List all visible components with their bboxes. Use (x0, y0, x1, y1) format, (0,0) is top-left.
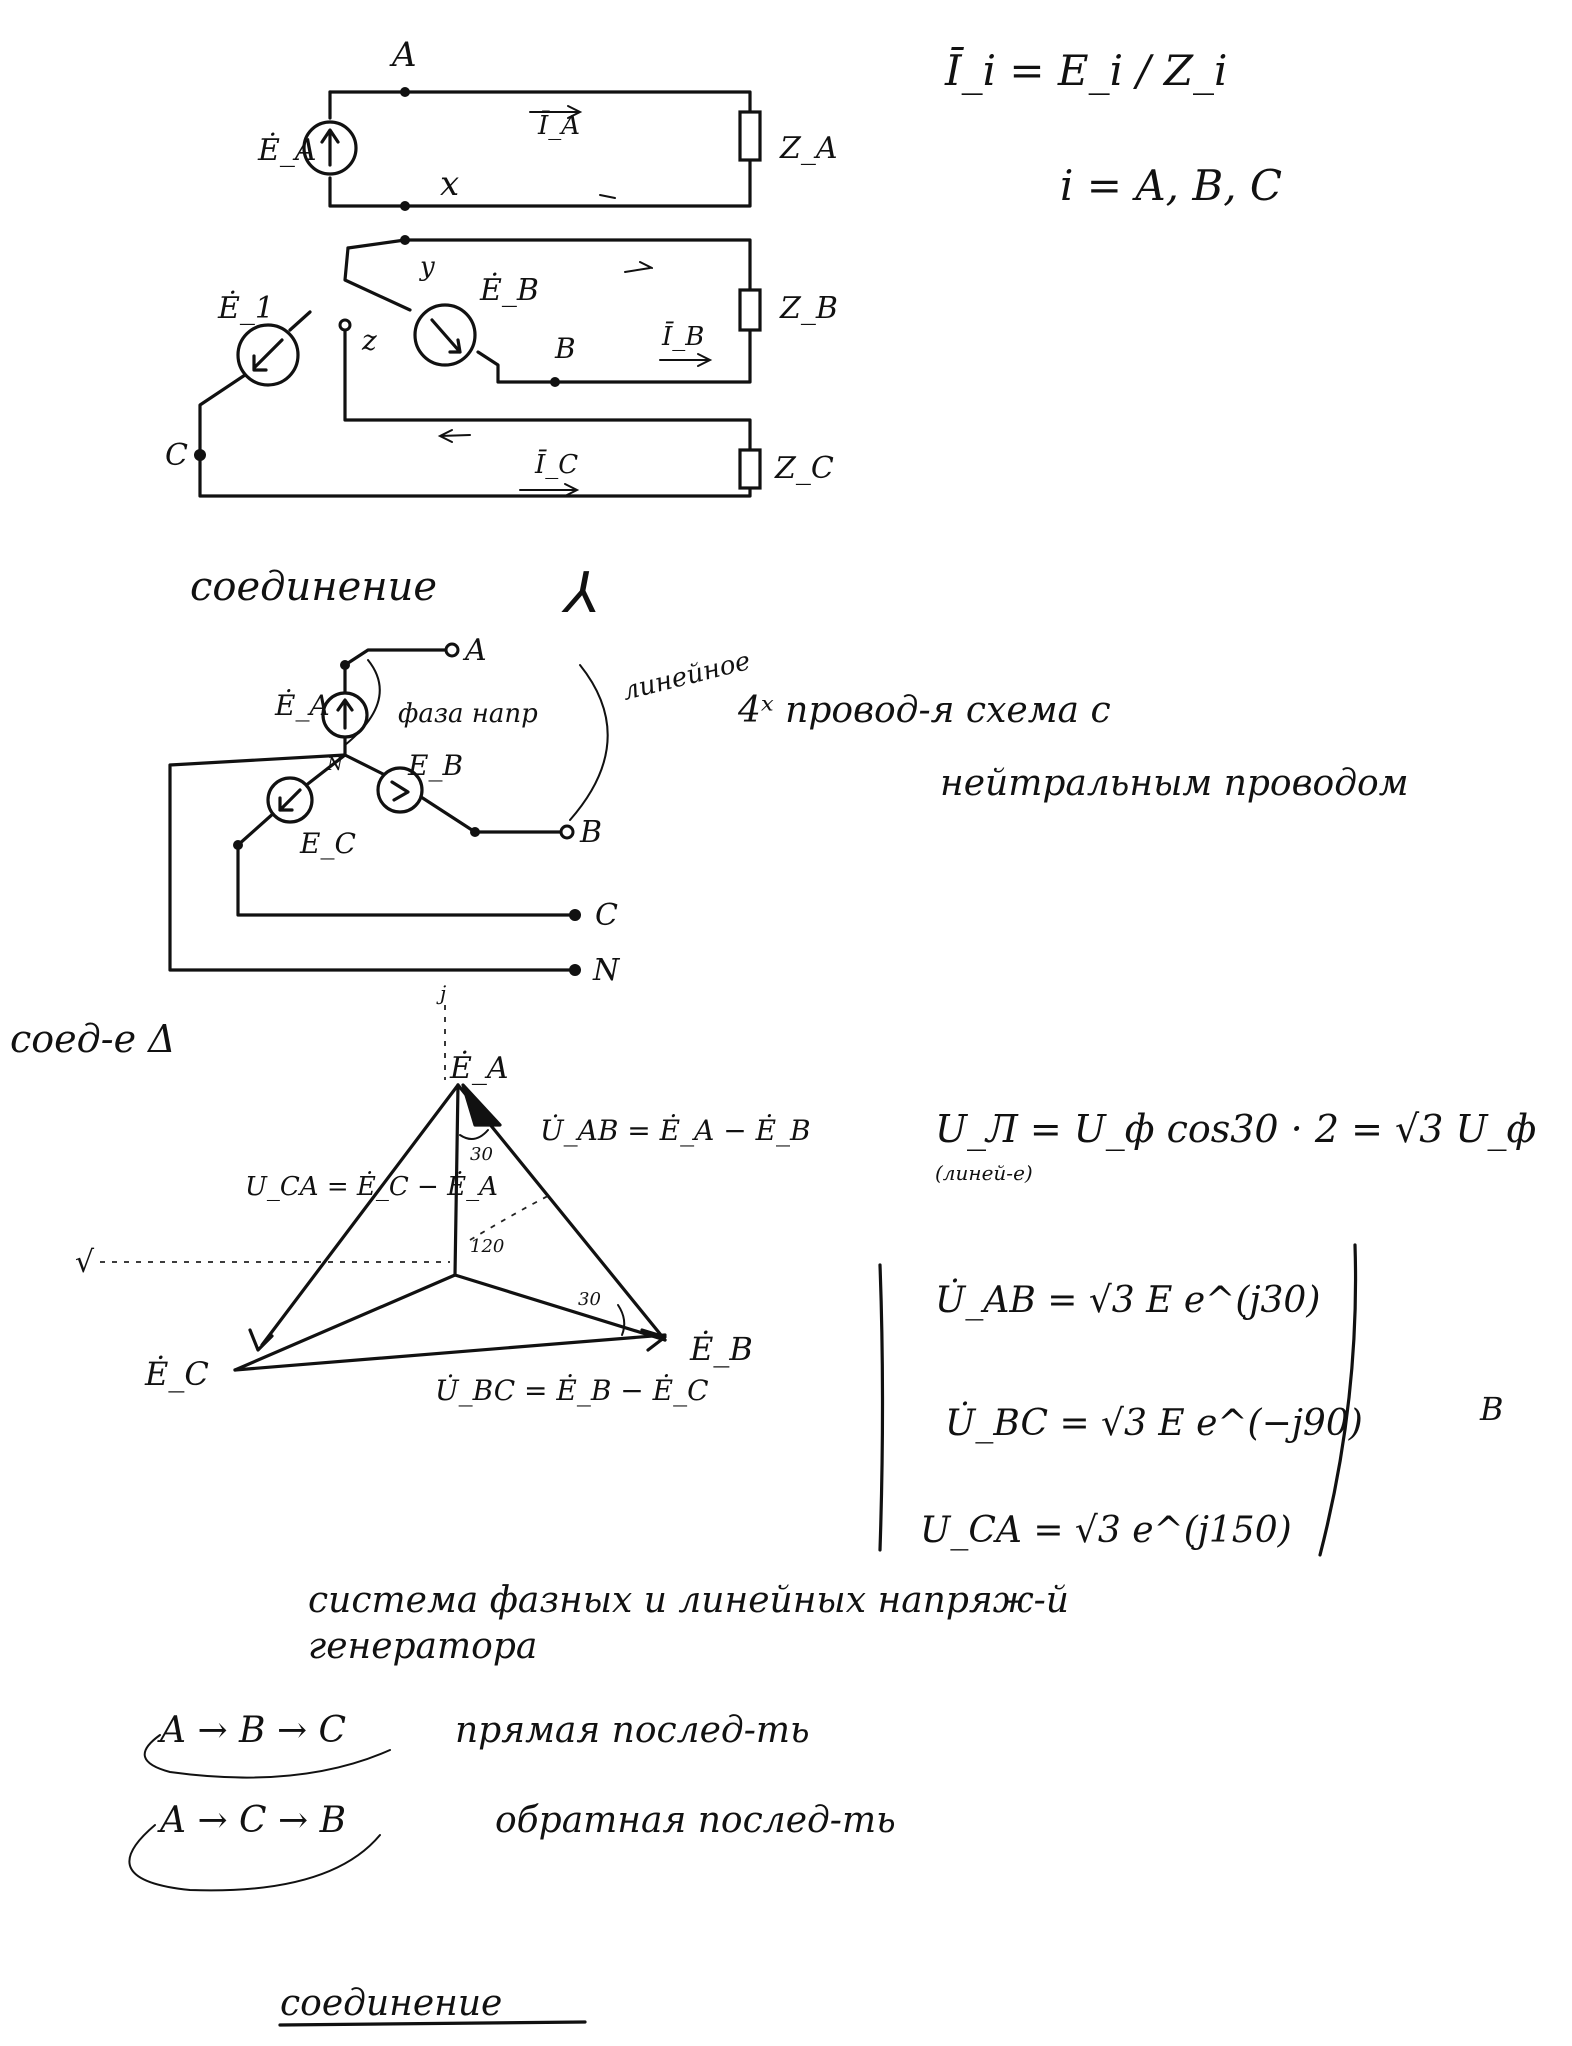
load-zc-symbol (740, 450, 760, 488)
star-label-phase-voltage: фаза напр (398, 699, 538, 729)
node-b (550, 377, 560, 387)
vector-ubc (235, 1335, 665, 1370)
return-a-arrow-icon (600, 195, 615, 198)
eq-unit: В (1480, 1390, 1504, 1428)
star-note-line1: 4ˣ провод-я схема с (738, 690, 1111, 731)
delta-label-uab: U̇_AB = Ė_A − Ė_B (540, 1114, 811, 1147)
bottom-notes (129, 1580, 1069, 2025)
wire-a-return (330, 160, 750, 206)
star-label-ec: E_C (300, 827, 356, 860)
terminal-b-label: B (580, 815, 603, 850)
node-a (400, 87, 410, 97)
star-note-line2: нейтральным проводом (940, 763, 1409, 804)
label-za: Z_A (780, 131, 838, 166)
delta-vector-diagram (10, 981, 811, 1407)
node-z (340, 320, 350, 330)
wire-c-left (200, 375, 245, 455)
label-b: B (555, 332, 576, 365)
node-x (400, 201, 410, 211)
note-final-heading: соединение (280, 1983, 503, 2024)
note-forward-seq: A → B → C (160, 1710, 347, 1751)
node-y (400, 235, 410, 245)
star-symbol: ⅄ (565, 561, 600, 626)
terminal-n-label: N (593, 953, 620, 988)
vector-uca-arrowhead (250, 1330, 272, 1350)
delta-angle-30-right: 30 (578, 1289, 601, 1310)
line-voltage-arc (570, 665, 608, 820)
eq-uab: U̇_AB = √3 E e^(j30) (935, 1280, 1321, 1321)
star-label-eb: E_B (408, 749, 464, 782)
eq-linear-note: (линей-е) (935, 1161, 1033, 1185)
terminal-a-label: A (465, 633, 487, 668)
note-system-line1: система фазных и линейных напряж-й (308, 1580, 1069, 1621)
label-zc: Z_C (775, 451, 834, 486)
wire-b-to-source (345, 248, 410, 310)
wire-star-b (418, 795, 560, 832)
node-c (194, 449, 206, 461)
left-bracket (880, 1265, 883, 1550)
label-source-eb: Ė_B (480, 273, 539, 308)
delta-angle-120: 120 (470, 1236, 505, 1257)
load-zb-symbol (740, 290, 760, 330)
angle-30-top-arc (460, 1130, 488, 1139)
wire-c-to-z (290, 312, 310, 330)
ea-tip-marker (463, 1085, 500, 1125)
voltage-equations (880, 1107, 1536, 1555)
wire-b-right (555, 330, 750, 382)
star-label-line: линейное (619, 646, 754, 707)
return-b-arrow-icon (625, 262, 652, 272)
label-current-ib: Ī_B (662, 322, 705, 352)
formula-index: i = A, B, C (1060, 161, 1283, 210)
label-current-ia: Ī_A (538, 111, 581, 141)
wire-b-to-node (478, 352, 555, 382)
star-label-neutral-point: N (327, 754, 343, 775)
vector-uca (262, 1085, 458, 1345)
top-formulas (944, 46, 1282, 210)
wire-star-neutral (170, 755, 575, 970)
star-heading: соединение (190, 564, 438, 610)
phasor-eb (455, 1275, 665, 1340)
star-node-b (470, 827, 480, 837)
wire-star-c (238, 812, 575, 915)
delta-label-uca: U_CA = Ė_C − Ė_A (245, 1172, 498, 1202)
formula-current: Ī_i = E_i / Z_i (945, 46, 1228, 95)
label-c: C (165, 438, 188, 473)
terminal-c-label: C (595, 898, 618, 933)
note-forward-label: прямая послед-ть (455, 1710, 810, 1751)
label-z: z (362, 324, 377, 357)
delta-angle-30-top: 30 (470, 1144, 493, 1165)
delta-label-ubc: U̇_BC = Ė_B − Ė_C (435, 1374, 709, 1407)
label-current-ic: Ī_C (535, 450, 579, 480)
terminal-b (561, 826, 573, 838)
current-ib-arrow-icon (660, 354, 710, 366)
imag-axis-label: j (440, 981, 447, 1005)
label-source-ec: Ė_1 (218, 291, 274, 326)
label-source-ea: Ė_A (258, 133, 317, 168)
note-reverse-label: обратная послед-ть (495, 1800, 896, 1841)
note-system-line2: генератора (308, 1626, 538, 1667)
wire-a-top (330, 92, 750, 112)
real-axis-label: √ (75, 1245, 95, 1280)
note-reverse-seq: A → C → B (160, 1800, 347, 1841)
three-phase-separate-circuits (165, 35, 838, 496)
terminal-n (569, 964, 581, 976)
eq-uca: U_CA = √3 e^(j150) (920, 1510, 1292, 1551)
return-c-arrow-icon (440, 430, 470, 442)
star-connection (170, 561, 1409, 988)
angle-30-right-arc (618, 1305, 624, 1335)
star-node-c (233, 840, 243, 850)
wire-c-bottom (200, 455, 750, 496)
terminal-c (569, 909, 581, 921)
load-za-symbol (740, 112, 760, 160)
delta-label-eb: Ė_B (690, 1330, 753, 1368)
right-bracket (1320, 1245, 1356, 1555)
delta-label-ec: Ė_C (145, 1355, 209, 1393)
star-label-ea: Ė_A (275, 689, 330, 722)
terminal-a (446, 644, 458, 656)
delta-label-ea: Ė_A (450, 1051, 509, 1086)
wire-b-top (348, 240, 750, 290)
delta-heading: соед-е Δ (10, 1017, 176, 1061)
eq-linear-voltage: U_Л = U_ф cos30 · 2 = √3 U_ф (935, 1107, 1537, 1151)
star-node-a (340, 660, 350, 670)
current-ic-arrow-icon (520, 484, 577, 496)
label-zb: Z_B (780, 291, 838, 326)
eq-ubc: U̇_BC = √3 E e^(−j90) (945, 1403, 1363, 1444)
label-a: A (392, 35, 417, 75)
label-y: y (420, 252, 435, 282)
label-x: x (440, 164, 460, 204)
